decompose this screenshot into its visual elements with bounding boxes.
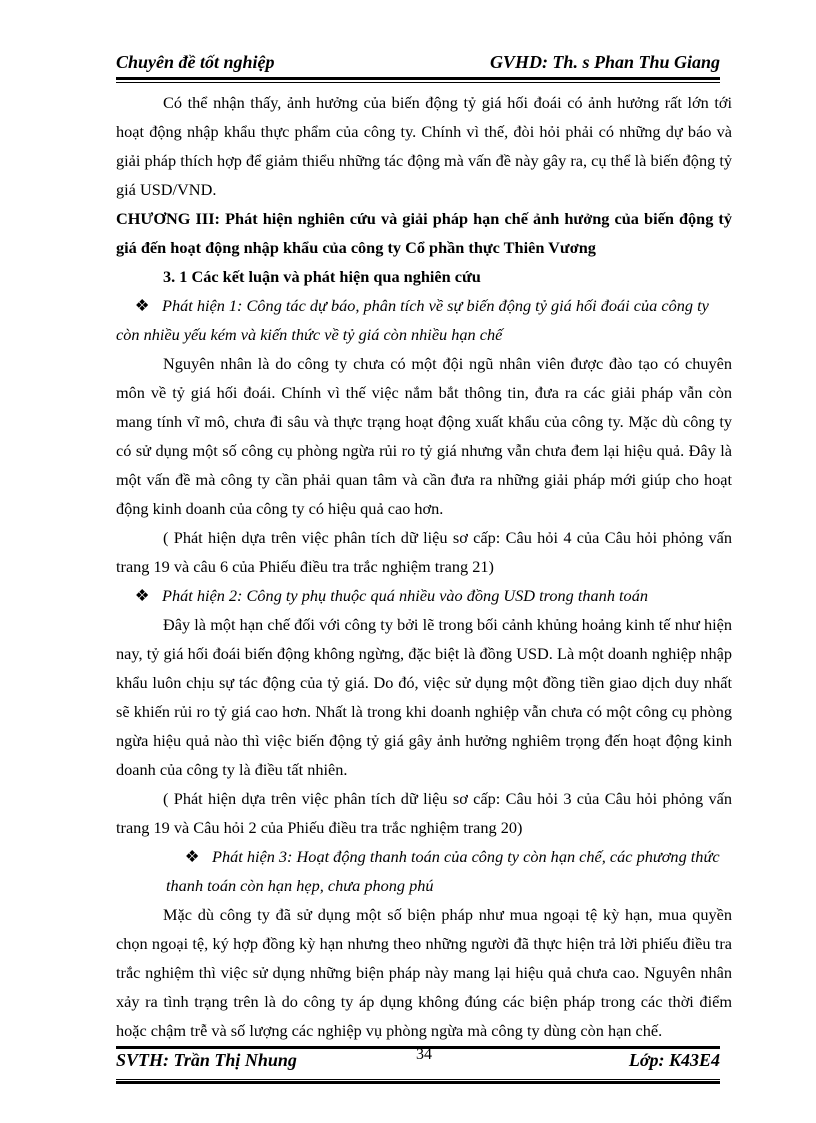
finding-2: [116, 581, 732, 610]
finding-3: [116, 842, 732, 900]
finding-2-source: ( Phát hiện dựa trên việc phân tích dữ liệu sơ cấp: Câu hỏi 3 của Câu hỏi phỏng vấn trang 19 và Câu hỏi 2 của Phiếu điều tra trắc nghiệm trang 20): [116, 789, 732, 837]
footer-rule-bottom: [116, 1081, 720, 1084]
page-footer: [116, 1046, 720, 1076]
footer-student: SVTH: Trần Thị Nhung: [116, 1050, 297, 1070]
diamond-bullet-icon: ❖: [184, 847, 200, 866]
finding-3-text: Phát hiện 3: Hoạt động thanh toán của công ty còn hạn chế, các phương thức thanh toán còn hạn hẹp, chưa phong phú: [166, 847, 720, 895]
section-heading: 3. 1 Các kết luận và phát hiện qua nghiên cứu: [163, 267, 481, 286]
page-header: [116, 52, 720, 78]
finding-2-paragraph: Đây là một hạn chế đối với công ty bởi lẽ trong bối cảnh khủng hoảng kinh tế như hiện nay, tỷ giá hối đoái biến động không ngừng, đặc biệt là đồng USD. Là một doanh nghiệp nhập khẩu luôn chịu sự tác động của tỷ giá. Do đó, việc sử dụng một đồng tiền giao dịch duy nhất sẽ khiến rủi ro tỷ giá cao hơn. Nhất là trong khi doanh nghiệp vẫn chưa có một công cụ phòng ngừa hiệu quả nào thì việc biến động tỷ giá gây ảnh hưởng nghiêm trọng đến hoạt động kinh doanh của công ty là điều tất nhiên.: [116, 615, 732, 779]
footer-class: Lớp: K43E4: [628, 1050, 720, 1070]
document-body: [116, 88, 732, 1045]
header-rule: [116, 77, 720, 80]
diamond-bullet-icon: ❖: [134, 296, 150, 315]
finding-2-text: Phát hiện 2: Công ty phụ thuộc quá nhiều vào đồng USD trong thanh toán: [162, 586, 648, 605]
footer-rule-thin: [116, 1079, 720, 1080]
finding-1: [116, 291, 732, 349]
intro-paragraph: Có thể nhận thấy, ảnh hưởng của biến động tỷ giá hối đoái có ảnh hưởng rất lớn tới hoạt động nhập khẩu thực phẩm của công ty. Chính vì thế, đòi hỏi phải có những dự báo và giải pháp thích hợp để giảm thiểu những tác động mà vấn đề này gây ra, cụ thể là biến động tỷ giá USD/VND.: [116, 93, 732, 199]
header-rule-thin: [116, 82, 720, 83]
diamond-bullet-icon: ❖: [134, 586, 150, 605]
header-thesis-title: Chuyên đề tốt nghiệp: [116, 52, 275, 72]
finding-3-paragraph: Mặc dù công ty đã sử dụng một số biện pháp như mua ngoại tệ kỳ hạn, mua quyền chọn ngoại tệ, ký hợp đồng kỳ hạn nhưng theo những người đã thực hiện trả lời phiếu điều tra trắc nghiệm thì việc sử dụng những biện pháp này mang lại hiệu quả chưa cao. Nguyên nhân xảy ra tình trạng trên là do công ty áp dụng không đúng các biện pháp trong các thời điểm hoặc chậm trễ và số lượng các nghiệp vụ phòng ngừa mà công ty dùng còn hạn chế.: [116, 905, 732, 1040]
page-number: 34: [416, 1046, 432, 1063]
chapter-heading: CHƯƠNG III: Phát hiện nghiên cứu và giải pháp hạn chế ảnh hưởng của biến động tỷ giá đến hoạt động nhập khẩu của công ty Cổ phần thực Thiên Vương: [116, 209, 732, 257]
header-supervisor: GVHD: Th. s Phan Thu Giang: [489, 52, 720, 72]
finding-1-paragraph: Nguyên nhân là do công ty chưa có một đội ngũ nhân viên được đào tạo có chuyên môn về tỷ giá hối đoái. Chính vì thế việc nắm bắt thông tin, đưa ra các giải pháp vẫn còn mang tính vĩ mô, chưa đi sâu và thực trạng hoạt động xuất khẩu của công ty. Mặc dù công ty có sử dụng một số công cụ phòng ngừa rủi ro tỷ giá nhưng vẫn chưa đem lại hiệu quả. Đây là một vấn đề mà công ty cần phải quan tâm và cần đưa ra những giải pháp mới giúp cho hoạt động kinh doanh của công ty có hiệu quả cao hơn.: [116, 354, 732, 518]
finding-1-text: Phát hiện 1: Công tác dự báo, phân tích về sự biến động tỷ giá hối đoái của công ty còn nhiều yếu kém và kiến thức về tỷ giá còn nhiều hạn chế: [116, 296, 709, 344]
finding-1-source: ( Phát hiện dựa trên việc phân tích dữ liệu sơ cấp: Câu hỏi 4 của Câu hỏi phỏng vấn trang 19 và câu 6 của Phiếu điều tra trắc nghiệm trang 21): [116, 528, 732, 576]
